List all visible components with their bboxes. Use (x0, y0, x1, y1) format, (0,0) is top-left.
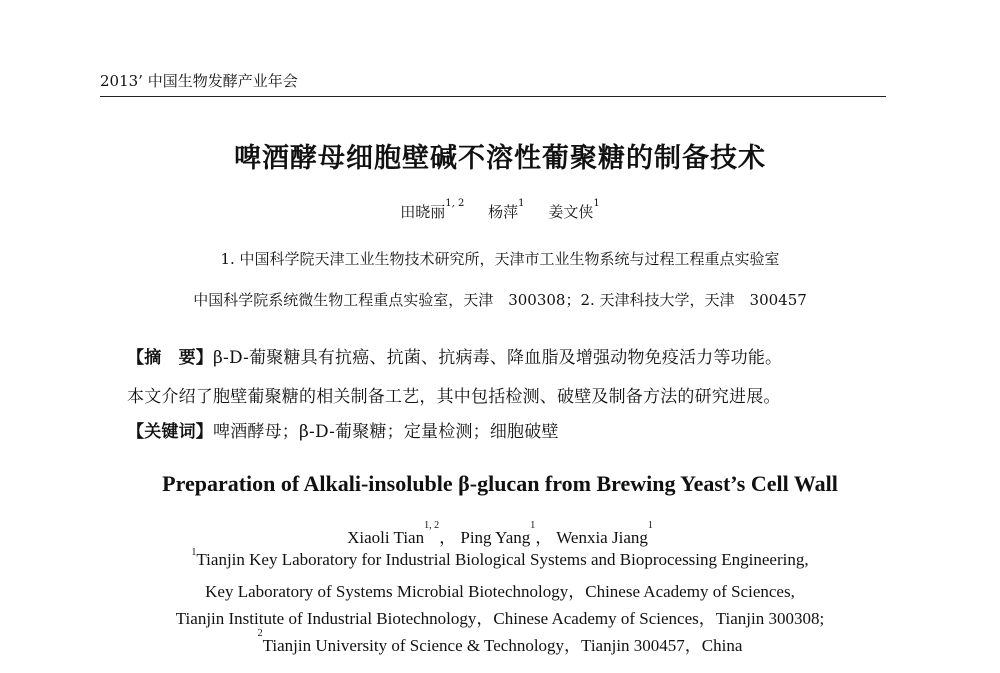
author-affiliation-mark: 1, 2 (424, 520, 440, 531)
abstract-text: β-D-葡聚糖具有抗癌、抗菌、抗病毒、降血脂及增强动物免疫活力等功能。 (213, 348, 783, 368)
abstract-line1 (127, 343, 782, 368)
authors-chinese (0, 198, 1000, 222)
affiliation-mark: 1 (191, 547, 197, 558)
affiliation-text: Tianjin University of Science & Technology，Tianjin 300457，China (262, 636, 743, 655)
affiliation-english-line4 (0, 628, 1000, 656)
affiliation-english-line3: Tianjin Institute of Industrial Biotechnology，Chinese Academy of Sciences，Tianjin 300308; (175, 609, 825, 628)
abstract-label: 【摘 要】 (127, 348, 213, 368)
author-affiliation-mark: 1 (647, 520, 653, 531)
author-name: Wenxia Jiang (556, 528, 648, 547)
affiliation-english-line1 (0, 547, 1000, 570)
affiliation-chinese-line1: 1. 中国科学院天津工业生物技术研究所，天津市工业生物系统与过程工程重点实验室 (220, 250, 780, 268)
author-name: Ping Yang (460, 528, 531, 547)
author-name: Xiaoli Tian (347, 528, 425, 547)
keywords-label: 【关键词】 (127, 422, 213, 442)
author-affiliation-mark: 1 (518, 198, 525, 209)
keywords-text: 啤酒酵母；β-D-葡聚糖；定量检测；细胞破壁 (213, 422, 559, 442)
author-affiliation-mark: 1 (530, 520, 536, 531)
paper-title-english: Preparation of Alkali-insoluble β-glucan from Brewing Yeast’s Cell Wall (162, 471, 838, 496)
author-name: 田晓丽 (400, 203, 446, 221)
paper-title-chinese: 啤酒酵母细胞壁碱不溶性葡聚糖的制备技术 (234, 143, 766, 174)
affiliation-english-line2: Key Laboratory of Systems Microbial Biotechnology，Chinese Academy of Sciences, (205, 582, 795, 601)
running-header: 2013’ 中国生物发酵产业年会 (100, 72, 298, 90)
affiliation-text: Tianjin Key Laboratory for Industrial Biological Systems and Bioprocessing Engineering, (196, 550, 809, 569)
affiliation-mark: 2 (257, 628, 263, 639)
abstract-line2: 本文介绍了胞壁葡聚糖的相关制备工艺，其中包括检测、破壁及制备方法的研究进展。 (127, 387, 781, 407)
author-name: 杨萍 (488, 203, 519, 221)
author-affiliation-mark: 1 (593, 198, 600, 209)
header-rule (100, 96, 886, 97)
keywords-line (127, 417, 559, 442)
author-affiliation-mark: 1, 2 (445, 198, 465, 209)
authors-english: Xiaoli Tian$^{1, 2}$， Ping Yang$^1$， Wenxia Jiang$^1$ (347, 520, 653, 547)
author-name: 姜文侠 (548, 203, 594, 221)
affiliation-chinese-line2: 中国科学院系统微生物工程重点实验室，天津 300308；2. 天津科技大学，天津 300457 (193, 291, 807, 309)
